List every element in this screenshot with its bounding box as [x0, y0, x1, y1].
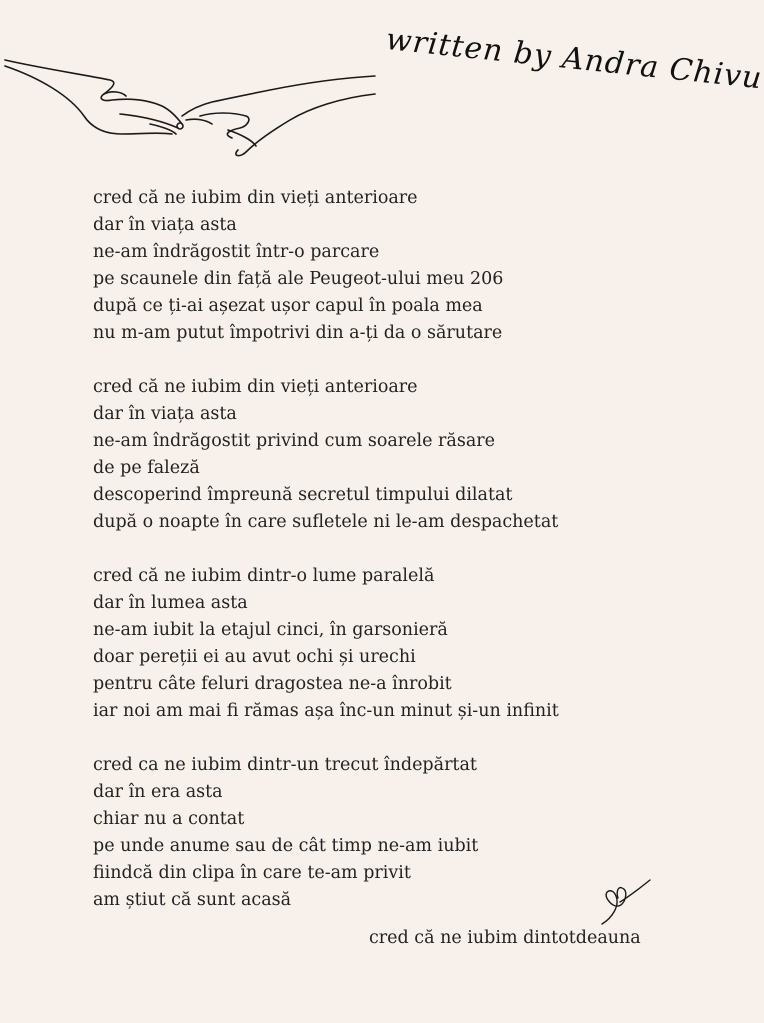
- poem-line: dar în viața asta: [93, 404, 237, 424]
- stanza: [93, 374, 693, 536]
- poem-line: pe unde anume sau de cât timp ne-am iubit: [93, 836, 479, 856]
- poem-line: dar în lumea asta: [93, 593, 248, 613]
- stanza: [93, 563, 693, 725]
- poem-line: de pe faleză: [93, 458, 200, 478]
- poem-line: am știut că sunt acasă: [93, 890, 292, 910]
- byline-text: written by Andra Chivu: [384, 22, 764, 97]
- poem-line: cred că ne iubim dintr-o lume paralelă: [93, 566, 435, 586]
- poem-line: chiar nu a contat: [93, 809, 245, 829]
- poem-line: ne-am iubit la etajul cinci, în garsonieră: [93, 620, 448, 640]
- poem-line: doar pereții ei au avut ochi și urechi: [93, 647, 416, 667]
- hands-line-art-illustration: [0, 36, 380, 166]
- poem-line: pentru câte feluri dragostea ne-a înrobit: [93, 674, 452, 694]
- poem-line: ne-am îndrăgostit într-o parcare: [93, 242, 380, 262]
- poem-line: fiindcă din clipa în care te-am privit: [93, 863, 411, 883]
- poem-line: nu m-am putut împotrivi din a-ți da o sărutare: [93, 323, 503, 343]
- poem-body: [93, 185, 693, 941]
- poem-line: cred că ne iubim din vieți anterioare: [93, 188, 418, 208]
- poem-line: după o noapte în care sufletele ni le-am despachetat: [93, 512, 559, 532]
- closing-line: cred că ne iubim dintotdeauna: [369, 928, 641, 948]
- author-signature: [384, 22, 764, 112]
- poem-line: cred că ne iubim din vieți anterioare: [93, 377, 418, 397]
- stanza: [93, 185, 693, 347]
- poem-line: pe scaunele din față ale Peugeot-ului meu 206: [93, 269, 504, 289]
- poem-line: cred ca ne iubim dintr-un trecut îndepărtat: [93, 755, 477, 775]
- poem-line: după ce ți-ai așezat ușor capul în poala mea: [93, 296, 483, 316]
- poem-line: descoperind împreună secretul timpului dilatat: [93, 485, 513, 505]
- poem-line: dar în era asta: [93, 782, 223, 802]
- poem-line: iar noi am mai fi rămas așa înc-un minut și-un infinit: [93, 701, 559, 721]
- poem-line: ne-am îndrăgostit privind cum soarele răsare: [93, 431, 495, 451]
- heart-doodle-icon: [598, 878, 658, 928]
- poem-line: dar în viața asta: [93, 215, 237, 235]
